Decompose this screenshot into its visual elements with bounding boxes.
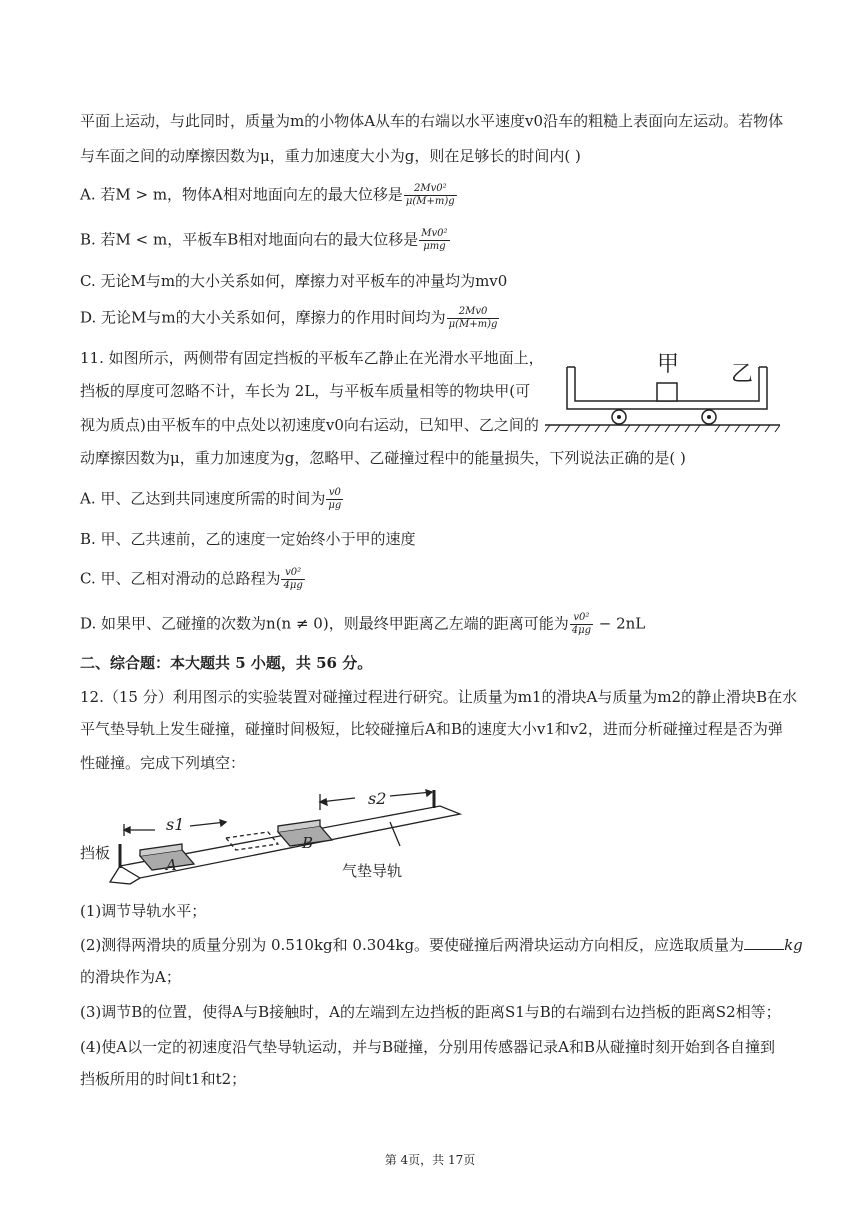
q10-option-b-text: B. 若M < m，平板车B相对地面向右的最大位移是: [80, 230, 419, 249]
q11-option-a-text: A. 甲、乙达到共同速度所需的时间为: [80, 489, 326, 508]
q11-fig-label-jia: 甲: [657, 352, 680, 377]
q12-step2-unit: kg: [784, 936, 803, 954]
q11-option-c-fraction: $\frac{\text{v0²}}{4\mu g}$: [283, 567, 303, 591]
q10-option-d[interactable]: [80, 306, 500, 331]
q12-air-track-figure: [80, 786, 470, 896]
q12-step4-line1: (4)使A以一定的初速度沿气垫导轨运动，并与B碰撞，分别用传感器记录A和B从碰撞时刻开始到各自撞到: [80, 1038, 775, 1056]
section-2-heading: 二、综合题：本大题共 5 小题，共 56 分。: [80, 654, 373, 672]
q12-fig-rail-label: 气垫导轨: [342, 862, 403, 880]
q10-option-a-text: A. 若M > m，物体A相对地面向左的最大位移是: [80, 185, 403, 204]
q12-fig-label-a: A: [166, 856, 177, 874]
q12-step2-cont: 的滑块作为A；: [80, 968, 181, 986]
q11-option-b[interactable]: B. 甲、乙共速前，乙的速度一定始终小于甲的速度: [80, 530, 416, 548]
q10-option-b-fraction: $\frac{\text{Mv0²}}{\text{μmg}}$: [421, 228, 448, 252]
page-footer: 第 4页，共 17页: [384, 1153, 476, 1167]
q12-stem-line1: 12.（15 分）利用图示的实验装置对碰撞过程进行研究。让质量为m1的滑块A与质量为m2的静止滑块B在水: [80, 688, 798, 706]
q11-stem-line2: 挡板的厚度可忽略不计，车长为 2L，与平板车质量相等的物块甲(可: [80, 382, 531, 400]
q10-stem-line1: 平面上运动，与此同时，质量为m的小物体A从车的右端以水平速度v0沿车的粗糙上表面向左运动。若物体: [80, 112, 784, 130]
q12-stem-line3: 性碰撞。完成下列填空：: [80, 754, 246, 772]
q10-option-d-text: D. 无论M与m的大小关系如何，摩擦力的作用时间均为: [80, 308, 446, 327]
q12-step2: [80, 934, 803, 956]
q12-fig-s1: s1: [166, 815, 185, 834]
q11-option-d[interactable]: [80, 612, 645, 637]
q10-option-a-fraction: $\frac{\text{2Mv0²}}{\mu(M+m)g}$: [405, 183, 455, 207]
q12-step2-answer-blank[interactable]: [744, 935, 784, 950]
q11-option-c-text: C. 甲、乙相对滑动的总路程为: [80, 569, 281, 588]
q11-stem-line3: 视为质点)由平板车的中点处以初速度v0向右运动，已知甲、乙之间的: [80, 416, 539, 434]
q10-option-b[interactable]: [80, 228, 451, 253]
q11-option-d-tail: − 2nL: [593, 614, 646, 633]
q11-option-d-fraction: $\frac{\text{v0²}}{4\mu g}$: [571, 612, 591, 636]
q10-option-a[interactable]: [80, 183, 458, 208]
q11-stem-line4: 动摩擦因数为μ，重力加速度为g，忽略甲、乙碰撞过程中的能量损失，下列说法正确的是( ): [80, 449, 686, 467]
q11-option-c[interactable]: [80, 567, 306, 592]
q12-step4-line2: 挡板所用的时间t1和t2；: [80, 1070, 247, 1088]
q10-stem-line2: 与车面之间的动摩擦因数为μ，重力加速度大小为g，则在足够长的时间内( ): [80, 147, 581, 165]
q12-step1: (1)调节导轨水平；: [80, 902, 207, 920]
q11-option-a-fraction: $\frac{v0}{\mu g}$: [328, 487, 342, 511]
q11-fig-label-yi: 乙: [731, 362, 754, 387]
q10-option-d-fraction: $\frac{2Mv0}{\mu(M+m)g}$: [448, 306, 498, 330]
q11-option-a[interactable]: [80, 487, 344, 512]
q12-step2-text: (2)测得两滑块的质量分别为 0.510kg和 0.304kg。要使碰撞后两滑块运动方向相反，应选取质量为: [80, 936, 745, 954]
q11-stem-line1: 11. 如图所示，两侧带有固定挡板的平板车乙静止在光滑水平地面上，: [80, 349, 544, 367]
q12-fig-label-b: B: [302, 834, 314, 852]
q12-fig-s2: s2: [368, 789, 387, 808]
q10-option-c[interactable]: C. 无论M与m的大小关系如何，摩擦力对平板车的冲量均为mv0: [80, 272, 508, 290]
q11-cart-figure: [545, 345, 780, 435]
q12-step3: (3)调节B的位置，使得A与B接触时，A的左端到左边挡板的距离S1与B的右端到右边挡板的距离S2相等；: [80, 1003, 781, 1021]
q12-stem-line2: 平气垫导轨上发生碰撞，碰撞时间极短，比较碰撞后A和B的速度大小v1和v2，进而分析碰撞过程是否为弹: [80, 720, 783, 738]
q11-option-d-text: D. 如果甲、乙碰撞的次数为n(n ≠ 0)，则最终甲距离乙左端的距离可能为: [80, 614, 569, 633]
q12-fig-dangban: 挡板: [80, 844, 111, 862]
